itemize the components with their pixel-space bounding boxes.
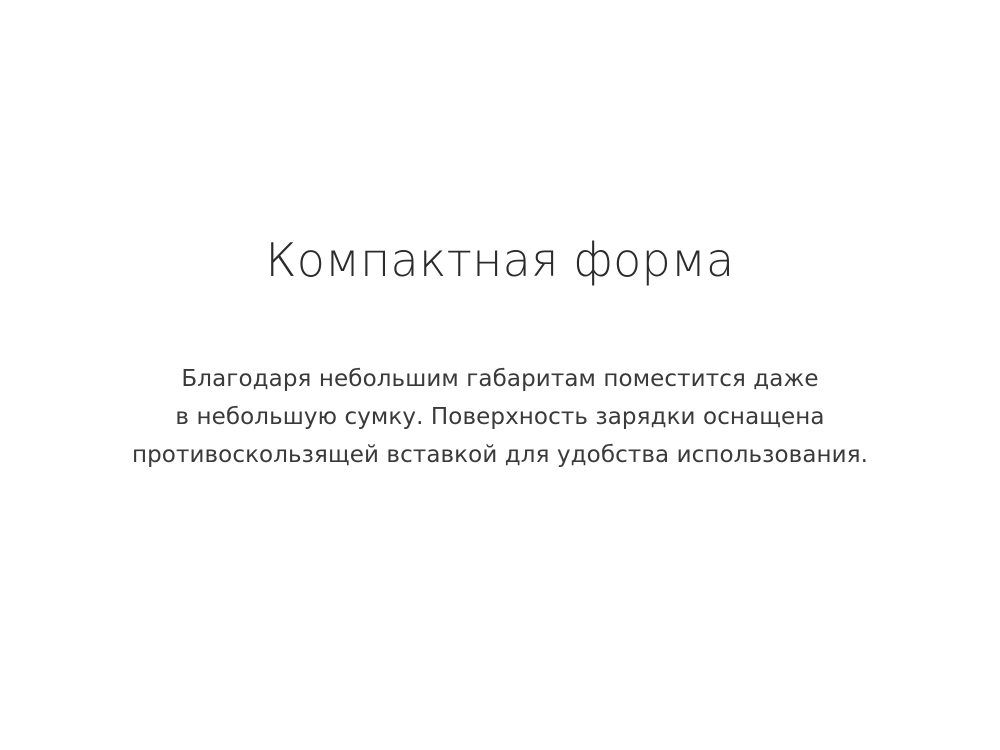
description-line-3: противоскользящей вставкой для удобства использования. [131,442,869,468]
description-line-1: Благодаря небольшим габаритам поместится даже [181,366,819,392]
page-title: Компактная форма [265,233,735,287]
slide-description [0,360,1000,474]
slide-content [0,232,1000,474]
description-line-2: в небольшую сумку. Поверхность зарядки оснащена [175,404,825,430]
